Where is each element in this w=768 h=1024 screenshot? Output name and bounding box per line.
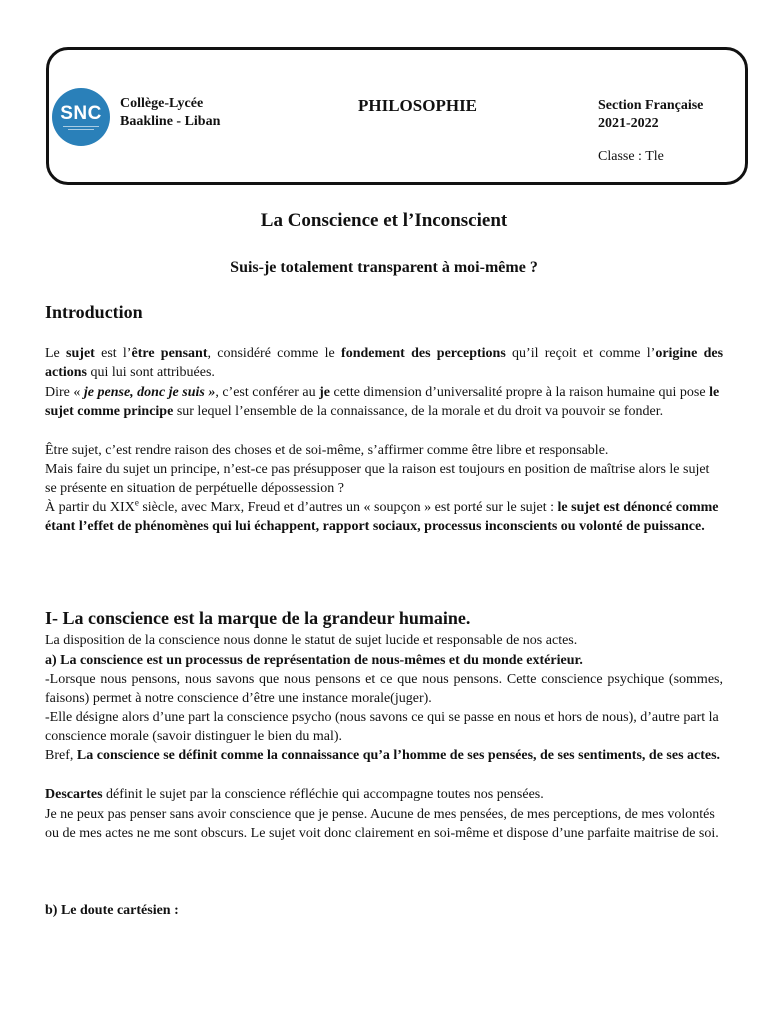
school-logo xyxy=(52,88,110,146)
intro-paragraph-5: À partir du XIXe siècle, avec Marx, Freud et d’autres un « soupçon » est porté sur le sujet : le sujet est dénoncé comme étant l’effet de phénomènes qui lui échappent, rapport sociaux, processus inconscients ou volonté de puissance. xyxy=(45,497,719,535)
intro-paragraph-3: Être sujet, c’est rendre raison des choses et de soi-même, s’affirmer comme être libre et responsable. xyxy=(45,443,609,458)
intro-paragraph-2: Dire « je pense, donc je suis », c’est conférer au je cette dimension d’universalité propre à la raison humaine qui pose le sujet comme principe sur lequel l’ensemble de la connaissance, de la morale et du droit va pouvoir se fonder. xyxy=(45,385,720,420)
intro-paragraph-1: Le sujet est l’être pensant, considéré comme le fondement des perceptions qu’il reçoit et comme l’origine des actions qui lui sont attribuées. xyxy=(45,346,724,381)
school-year: 2021-2022 xyxy=(598,116,659,131)
school-line-2: Baakline - Liban xyxy=(120,114,221,129)
logo-tagline-line xyxy=(68,129,94,130)
section-1-paragraph-2: -Elle désigne alors d’une part la conscience psycho (nous savons ce qui se passe en nous et hors de nous), d’autre part la conscience morale (savoir distinguer le bien du mal). xyxy=(45,710,719,745)
intro-heading: Introduction xyxy=(45,302,143,322)
section-1-paragraph-3: Bref, La conscience se définit comme la connaissance qu’a l’homme de ses pensées, de ses sentiments, de ses actes. xyxy=(45,748,721,763)
logo-letters: SNC xyxy=(60,103,102,124)
class-label: Classe : Tle xyxy=(598,149,664,164)
document-title: La Conscience et l’Inconscient xyxy=(260,210,508,231)
section-1-paragraph-4: Descartes définit le sujet par la conscience réfléchie qui accompagne toutes nos pensées. xyxy=(45,787,544,802)
section-1-heading: I- La conscience est la marque de la grandeur humaine. xyxy=(45,608,471,628)
section-name: Section Française xyxy=(598,98,704,113)
section-1-paragraph-5: Je ne peux pas penser sans avoir conscience que je pense. Aucune de mes pensées, de mes perceptions, de mes volontés ou de mes actes ne me sont obscurs. Le sujet voit donc clairement en soi-même et dispose d’une parfaite maitrise de soi. xyxy=(45,807,719,842)
subject-title: PHILOSOPHIE xyxy=(358,96,478,115)
intro-paragraph-4: Mais faire du sujet un principe, n’est-ce pas présupposer que la raison est toujours en position de maîtrise alors le sujet se présente en situation de perpétuelle dépossession ? xyxy=(45,462,710,497)
school-line-1: Collège-Lycée xyxy=(120,96,204,111)
school-name xyxy=(120,95,220,131)
subsection-a-heading: a) La conscience est un processus de représentation de nous-mêmes et du monde extérieur. xyxy=(45,653,583,668)
section-1-lead: La disposition de la conscience nous donne le statut de sujet lucide et responsable de nos actes. xyxy=(45,633,578,648)
section-info xyxy=(598,97,703,133)
document-question: Suis-je totalement transparent à moi-même ? xyxy=(230,259,538,276)
subsection-b-heading: b) Le doute cartésien : xyxy=(45,903,179,918)
section-1-paragraph-1: -Lorsque nous pensons, nous savons que nous pensons et ce que nous pensons. Cette conscience psychique (sommes, faisons) permet à notre conscience d’être une instance morale(juger). xyxy=(45,672,723,707)
logo-tagline-line xyxy=(63,126,99,127)
